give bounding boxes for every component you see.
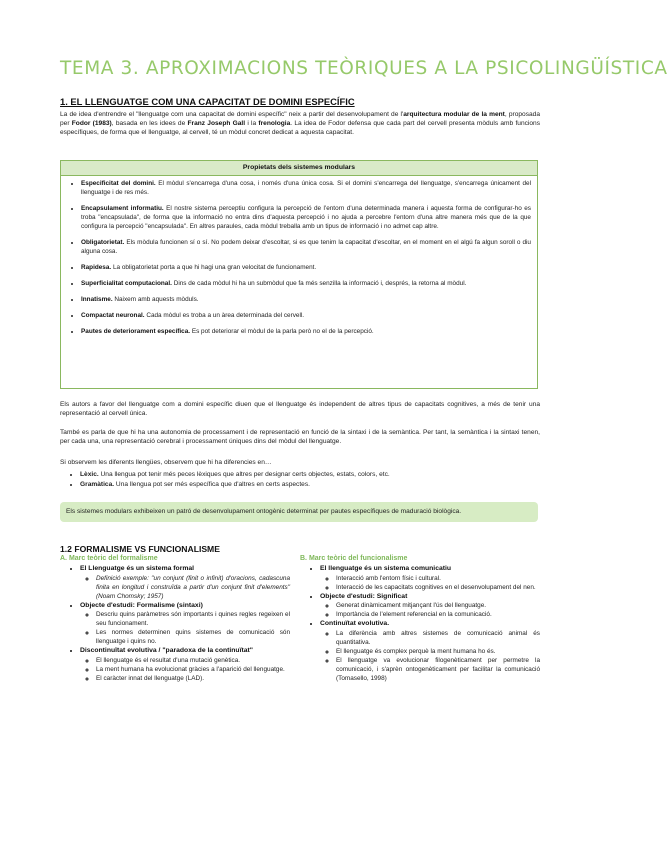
- list-item: [80, 601, 290, 647]
- sub-list-item: ◦ El llenguatge va evolucionar filogenèticament per permetre la comunicació, i s'aprèn ontogenèticament per facilitar la comunicació (Tomasello, 1998): [336, 656, 540, 683]
- list-item: [320, 592, 540, 620]
- page-title: TEMA 3. APROXIMACIONS TEÒRIQUES A LA PSICOLINGÜÍSTICA: [60, 58, 668, 79]
- property-item: [81, 279, 531, 288]
- authors-paragraph: Els autors a favor del llenguatge com a domini específic diuen que el llenguatge és independent de altres tipus de capacitats cognitives, a més de tenir una representació al cervell única.: [60, 401, 540, 418]
- sub-list-item: ◦ Generat dinàmicament mitjançant l'ús del llenguatge.: [336, 601, 540, 610]
- sub-list: [80, 610, 290, 646]
- property-text: Dins de cada mòdul hi ha un submòdul que fa més senzilla la informació i, després, la retorna al mòdul.: [171, 280, 467, 287]
- list-item: [80, 564, 290, 601]
- functionalism-column: [300, 555, 540, 683]
- property-item: [81, 238, 531, 256]
- properties-list: [61, 179, 537, 336]
- formalism-column: [60, 555, 290, 683]
- property-item: [81, 263, 531, 272]
- list-item-label: Discontinuïtat evolutiva / "paradoxa de la continuïtat": [80, 647, 253, 655]
- properties-box-title: Propietats dels sistemes modulars: [61, 161, 537, 176]
- sub-list-item: ◦ Descriu quins paràmetres són importants i quines regles regeixen el seu funcionament.: [96, 610, 290, 628]
- intro-bold: arquitectura modular de la ment: [403, 111, 505, 118]
- sub-list: [320, 629, 540, 683]
- intro-paragraph: [60, 110, 540, 138]
- list-item-term: Gramàtica.: [80, 481, 115, 488]
- property-term: Pautes de deteriorament específica.: [81, 328, 191, 335]
- sub-list: [80, 656, 290, 683]
- intro-bold: Franz Joseph Gall: [187, 120, 246, 128]
- properties-box: [60, 160, 538, 389]
- column-subheading: A. Marc teòric del formalisme: [60, 555, 158, 562]
- property-term: Encapsulament informatiu.: [81, 205, 164, 212]
- sub-list-item: ◦ El llenguatge és complex perquè la ment humana ho és.: [336, 647, 540, 656]
- property-text: El mòdul s'encarrega d'una cosa, i només d'una única cosa. Si el domini s'encarrega del llenguatge, s'encarrega únicament del llenguatge i de res més.: [81, 180, 531, 196]
- subsection-heading: 1.2 FORMALISME VS FUNCIONALISME: [60, 544, 220, 554]
- list-item: [320, 564, 540, 592]
- property-text: El nostre sistema perceptiu configura la percepció de l'entorn d'una determinada manera i aquesta forma de configurar-ho es troba "encapsulada", de forma que la informació no entra dins d'aquesta percepció i no ajuda a percebre l'entorn d'una altre manera més que de la que configura la percepció "encapsulada". En altres paraules, cada mòdul treballa amb un tipus de informació i no admet cap altre.: [81, 205, 531, 230]
- list-item: [80, 470, 550, 480]
- sub-list-item: ◦ La diferència amb altres sistemes de comunicació animal és quantitativa.: [336, 629, 540, 647]
- intro-text: La de idea d'entrendre el "llenguatge com una capacitat de domini específic" neix a partir del desenvolupament de l': [60, 111, 404, 118]
- property-text: La obligatorietat porta a que hi hagi una gran velocitat de funcionament.: [111, 264, 317, 271]
- intro-text: . La idea de Fodor defensa que cada part del cervell presenta mòduls amb funcions específiques, de forma que el llenguatge, al cervell, té un mòdul concret dedicat a aquesta capacitat.: [60, 120, 541, 137]
- property-term: Compactat neuronal.: [81, 312, 145, 319]
- list-item-term: Lèxic.: [80, 471, 99, 478]
- sub-list: [320, 601, 540, 619]
- intro-text: i la: [245, 120, 259, 128]
- intro-text: , basada en les idees de: [111, 120, 188, 128]
- list-item: [320, 619, 540, 683]
- property-item: [81, 179, 531, 197]
- property-item: [81, 311, 531, 320]
- sub-list: [320, 574, 540, 592]
- sub-list-item: ◦ Importància de l'element referencial en la comunicació.: [336, 610, 540, 619]
- formalism-list: [60, 564, 290, 683]
- functionalism-list: [300, 564, 540, 683]
- property-term: Obligatorietat.: [81, 239, 125, 246]
- property-text: Es pot deteriorar el mòdul de la parla però no el de la percepció.: [190, 328, 374, 335]
- list-item-label: El llenguatge és un sistema comunicatiu: [320, 565, 452, 572]
- property-term: Superficialitat computacional.: [81, 280, 172, 287]
- property-item: [81, 204, 531, 231]
- list-item-label: Continuïtat evolutiva.: [320, 620, 390, 628]
- property-term: Rapidesa.: [81, 264, 112, 271]
- list-item-text: Una llengua pot tenir més peces lèxiques que altres per designar certs objectes, estats, colors, etc.: [98, 471, 390, 478]
- property-item: [81, 295, 531, 304]
- column-subheading: B. Marc teòric del funcionalisme: [300, 555, 408, 562]
- intro-bold: frenologia: [258, 120, 291, 128]
- sub-list-item: ◦ La ment humana ha evolucionat gràcies a l'aparició del llenguatge.: [96, 665, 290, 674]
- property-item: [81, 327, 531, 336]
- list-item: [80, 480, 550, 490]
- property-text: Cada mòdul es troba a un àrea determinada del cervell.: [144, 312, 305, 319]
- list-item: [80, 646, 290, 683]
- languages-paragraph: Si observem les diferents llengües, observem que hi ha diferencies en…: [60, 459, 272, 466]
- sub-list: [80, 574, 290, 601]
- list-item-label: Objecte d'estudi: Formalisme (sintaxi): [80, 601, 203, 609]
- sub-list-item: ◦ Interacció de les capacitats cognitives en el desenvolupament del nen.: [336, 583, 540, 592]
- property-text: Els mòdula funcionen sí o sí. No podem deixar d'escoltar, si es que tenim la capacitat d'escoltar, en el moment en el algú fa algun soroll o diu alguna cosa.: [81, 239, 531, 255]
- intro-text: , proposada per: [60, 111, 541, 128]
- list-item-label: El Llenguatge és un sistema formal: [80, 565, 195, 572]
- sub-list-item: ◦ Definició exemple: "un conjunt (finit o infinit) d'oracions, cadascuna finita en longitud i construïda a partir d'un conjunt finit d'elements" (Noam Chomsky; 1957): [96, 574, 290, 601]
- language-differences-list: [60, 470, 550, 490]
- intro-bold: Fodor (1983): [71, 120, 112, 128]
- list-item-label: Objecte d'estudi: Significat: [320, 592, 408, 600]
- property-text: Naixem amb aquests mòduls.: [112, 296, 199, 303]
- sub-list-item: ◦ Les normes determinen quins sistemes de comunicació són llenguatge i quins no.: [96, 628, 290, 646]
- section-heading: 1. EL LLENGUATGE COM UNA CAPACITAT DE DOMINI ESPECÍFIC: [60, 96, 355, 107]
- property-term: Innatisme.: [81, 296, 113, 303]
- sub-list-item: ◦ Interacció amb l'entorn físic i cultural.: [336, 574, 540, 583]
- sub-list-item: ◦ El llenguatge és el resultat d'una mutació genètica.: [96, 656, 290, 665]
- property-term: Especificitat del domini.: [81, 180, 156, 187]
- sub-list-item: ◦ El caràcter innat del llenguatge (LAD).: [96, 674, 290, 683]
- highlight-callout: Els sistemes modulars exhibeixen un patró de desenvolupament ontogènic determinat per pautes específiques de maduració biològica.: [60, 502, 538, 522]
- autonomy-paragraph: També es parla de que hi ha una autonomia de processament i de representació en funció de la sintaxi i de la semàntica. Per tant, la semàntica i la sintaxi tenen, per cada una, una representació cerebral i processament úniques dins del mòdul del llenguatge.: [60, 429, 540, 446]
- list-item-text: Una llengua pot ser més específica que d'altres en certs aspectes.: [114, 481, 310, 488]
